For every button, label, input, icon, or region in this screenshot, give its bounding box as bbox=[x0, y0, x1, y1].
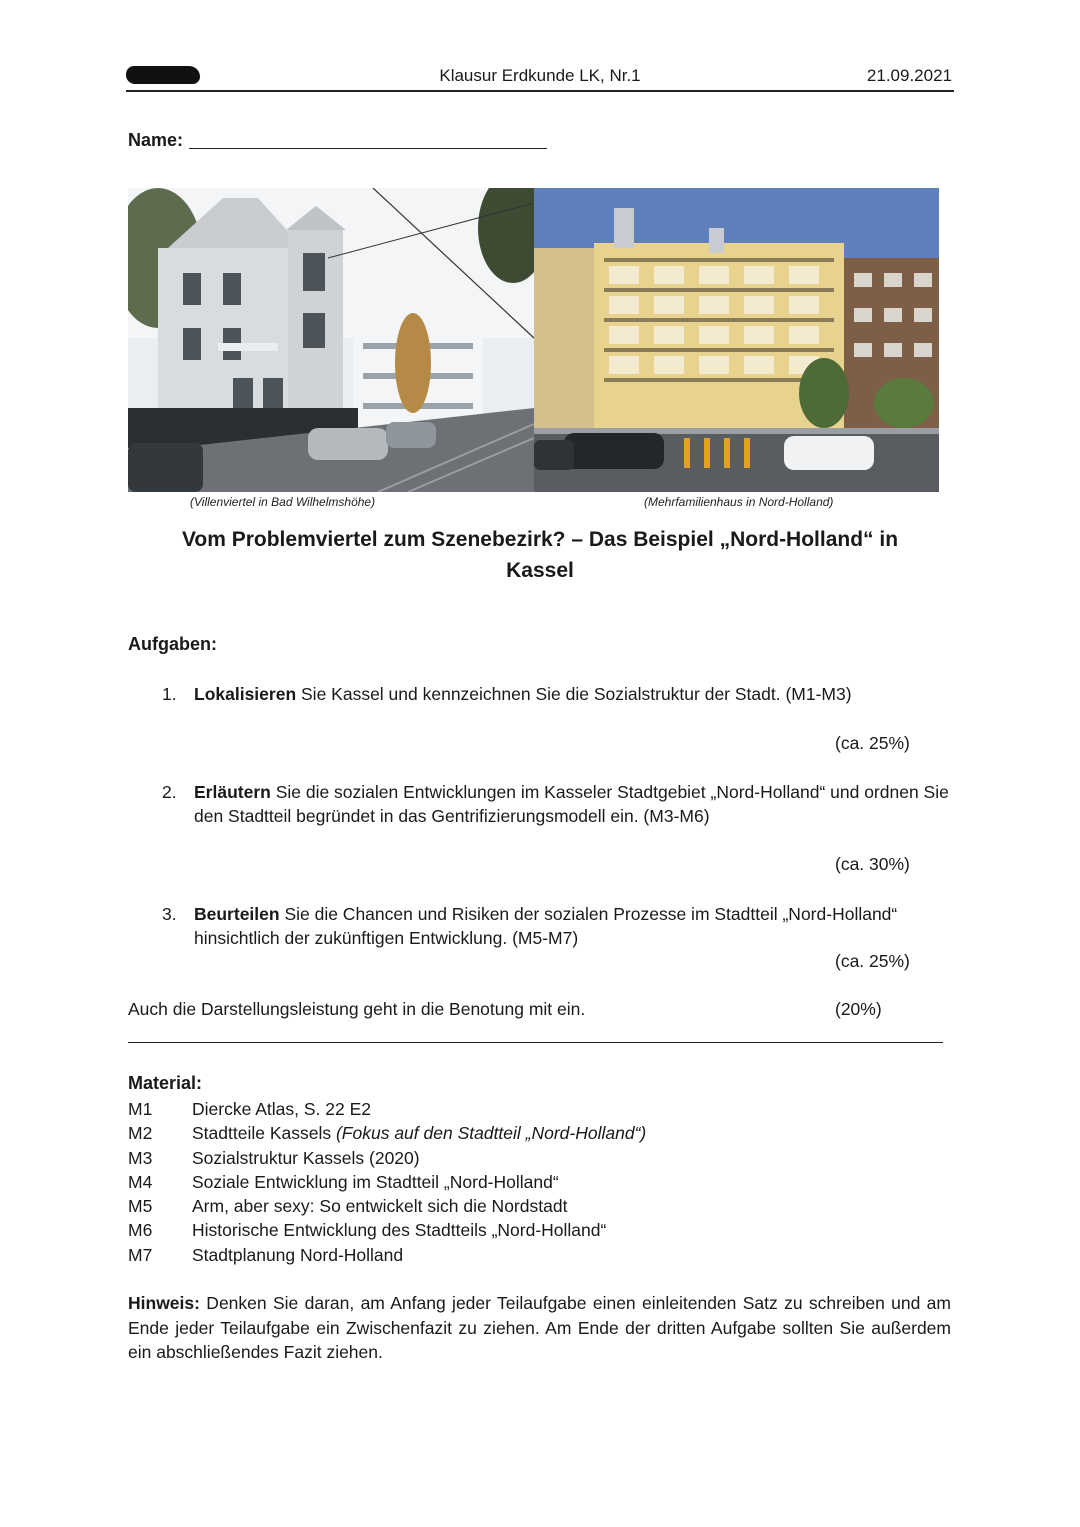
task-weight: (ca. 30%) bbox=[835, 854, 910, 874]
material-text: Diercke Atlas, S. 22 E2 bbox=[192, 1099, 371, 1119]
material-title bbox=[192, 1170, 559, 1194]
material-text: Stadtteile Kassels bbox=[192, 1123, 336, 1144]
villa-illustration bbox=[128, 188, 534, 492]
tasks-heading: Aufgaben: bbox=[128, 634, 217, 654]
material-item bbox=[128, 1243, 948, 1267]
apartment-illustration bbox=[534, 188, 939, 492]
page-header bbox=[126, 62, 954, 92]
task-description: Sie die Chancen und Risiken der sozialen Prozesse im Stadtteil „Nord-Holland“ hinsichtlich der zukünftigen Entwicklung. (M5-M7) bbox=[194, 904, 898, 948]
material-item bbox=[128, 1097, 948, 1121]
task-verb: Erläutern bbox=[194, 782, 271, 802]
material-item bbox=[128, 1121, 948, 1145]
material-item bbox=[128, 1146, 948, 1170]
photo-caption-left: (Villenviertel in Bad Wilhelmshöhe) bbox=[190, 495, 376, 509]
task-description: Sie die sozialen Entwicklungen im Kasseler Stadtgebiet „Nord-Holland“ und ordnen Sie den Stadtteil begründet in das Gentrifizierungsmodell ein. (M3-M6) bbox=[194, 782, 949, 826]
material-code: M5 bbox=[128, 1196, 153, 1217]
hint-label: Hinweis: bbox=[128, 1293, 200, 1313]
apartment-block-photo bbox=[534, 188, 939, 492]
title-line-2: Kassel bbox=[506, 559, 574, 582]
material-text: Historische Entwicklung des Stadtteils „Nord-Holland“ bbox=[192, 1220, 607, 1241]
task-verb: Beurteilen bbox=[194, 904, 280, 924]
task-item bbox=[160, 780, 955, 828]
name-blank-line bbox=[189, 130, 547, 149]
material-code: M2 bbox=[128, 1123, 153, 1144]
hint-paragraph bbox=[128, 1291, 951, 1365]
task-text bbox=[194, 682, 955, 706]
material-text: Arm, aber sexy: So entwickelt sich die Nordstadt bbox=[192, 1196, 568, 1217]
material-heading: Material: bbox=[128, 1073, 203, 1093]
material-list bbox=[128, 1097, 948, 1267]
material-code: M4 bbox=[128, 1171, 153, 1192]
section-divider bbox=[128, 1042, 943, 1043]
document-title bbox=[128, 524, 952, 586]
hint-text: Denken Sie daran, am Anfang jeder Teilaufgabe einen einleitenden Satz zu schreiben und am Ende jeder Teilaufgabe ein Zwischenfazit zu ziehen. Am Ende der dritten Aufgabe sollten Sie außerdem ein abschließendes Fazit ziehen. bbox=[128, 1293, 951, 1362]
material-code: M1 bbox=[128, 1099, 153, 1119]
task-text bbox=[194, 902, 955, 950]
material-note: (Fokus auf den Stadtteil „Nord-Holland“) bbox=[335, 1123, 647, 1144]
name-field bbox=[128, 130, 547, 151]
villa-district-photo bbox=[128, 188, 534, 492]
material-item bbox=[128, 1170, 948, 1194]
task-description: Sie Kassel und kennzeichnen Sie die Sozialstruktur der Stadt. (M1-M3) bbox=[296, 684, 852, 704]
name-label: Name: bbox=[128, 130, 184, 150]
task-weight: (ca. 25%) bbox=[835, 951, 910, 971]
task-verb: Lokalisieren bbox=[194, 684, 297, 704]
presentation-note: Auch die Darstellungsleistung geht in die Benotung mit ein. bbox=[128, 999, 586, 1019]
task-item bbox=[160, 682, 955, 706]
material-item bbox=[128, 1194, 948, 1218]
material-text: Stadtplanung Nord-Holland bbox=[192, 1244, 404, 1265]
material-title bbox=[192, 1097, 371, 1121]
material-title bbox=[192, 1121, 646, 1145]
material-text: Sozialstruktur Kassels (2020) bbox=[192, 1147, 420, 1168]
material-title bbox=[192, 1194, 567, 1218]
task-text bbox=[194, 780, 955, 828]
task-item bbox=[160, 902, 955, 950]
title-line-1: Vom Problemviertel zum Szenebezirk? – Das Beispiel „Nord-Holland“ in bbox=[181, 528, 899, 551]
material-text: Soziale Entwicklung im Stadtteil „Nord-Holland“ bbox=[192, 1171, 559, 1192]
material-code: M3 bbox=[128, 1147, 153, 1168]
task-number: 2. bbox=[162, 782, 177, 802]
exam-title: Klausur Erdkunde LK, Nr.1 bbox=[439, 66, 641, 85]
task-number: 3. bbox=[162, 904, 177, 924]
material-code: M6 bbox=[128, 1220, 153, 1241]
material-item bbox=[128, 1218, 948, 1242]
presentation-weight: (20%) bbox=[835, 999, 882, 1019]
material-code: M7 bbox=[128, 1244, 153, 1265]
exam-date: 21.09.2021 bbox=[866, 66, 952, 85]
material-title bbox=[192, 1146, 420, 1170]
material-title bbox=[192, 1243, 403, 1267]
task-number: 1. bbox=[162, 684, 177, 704]
material-title bbox=[192, 1218, 606, 1242]
photo-caption-right: (Mehrfamilienhaus in Nord-Holland) bbox=[644, 495, 834, 509]
task-weight: (ca. 25%) bbox=[835, 733, 910, 753]
